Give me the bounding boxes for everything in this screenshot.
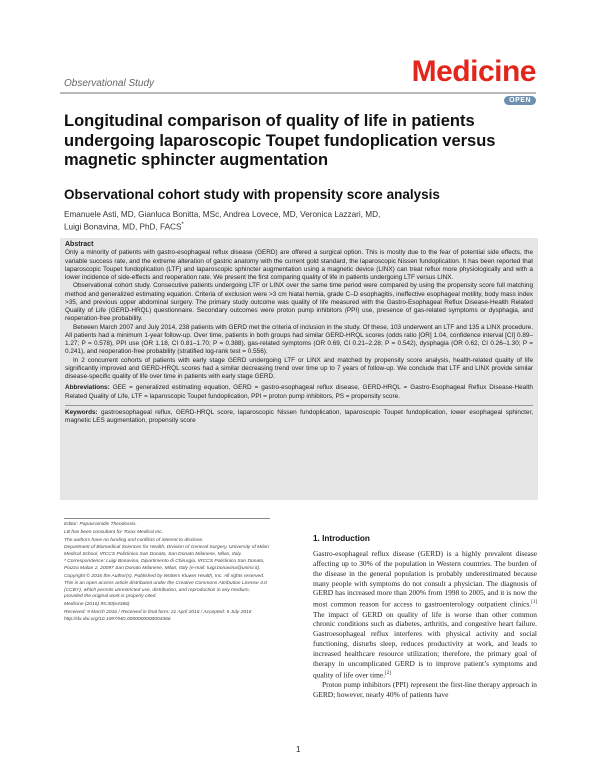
section-rule xyxy=(60,92,536,94)
page-number: 1 xyxy=(296,745,301,754)
abbreviations-label: Abbreviations: xyxy=(65,384,110,392)
article-title: Longitudinal comparison of quality of life in patients undergoing laparoscopic Toupet fundoplication versus magnetic sphincter augmentation xyxy=(64,112,496,169)
authors-line-1: Emanuele Asti, MD, Gianluca Bonitta, MSc, Andrea Lovece, MD, Veronica Lazzari, MD, xyxy=(64,210,381,219)
footnote-doi[interactable]: http://dx.doi.org/10.1097/MD.0000000000004366 xyxy=(64,617,171,623)
keywords-text: gastroesophageal reflux, GERD-HRQL score, laparoscopic Nissen fundoplication, laparoscopic Toupet fundoplication, lower esophageal sphincter, magnetic LES augmentation, propensity score xyxy=(65,408,534,424)
article-subtitle: Observational cohort study with propensity score analysis xyxy=(64,187,440,202)
section-label: Observational Study xyxy=(64,78,155,89)
footnote-copyright: Copyright © 2016 the Author(s). Published by Wolters Kluwer Health, Inc. All rights reserved. xyxy=(64,573,265,579)
introduction-paragraph-1 xyxy=(313,549,537,680)
footnote-funding: The authors have no funding and conflicts of interest to disclose. xyxy=(64,537,204,543)
footnotes-rule xyxy=(64,518,270,519)
abstract-abbreviations xyxy=(65,384,533,401)
keywords-label: Keywords: xyxy=(65,408,98,416)
journal-logo: Medicine xyxy=(411,55,536,88)
abstract-keywords xyxy=(65,405,533,426)
footnote-correspondence: * Correspondence: Luigi Bonavina, Dipartimento di Chirurgia, IRCCS Policlinico San Donato, Piazza Malan 2, 20097 San Donato Milanese, Milan, Italy (e-mail: luigi.bonavina@unimi.it). xyxy=(64,559,265,571)
introduction-heading: 1. Introduction xyxy=(313,534,370,543)
footnote-citation: Medicine (2016) 95:30(e4366) xyxy=(64,601,130,607)
authors-line-2 xyxy=(64,220,534,233)
footnote-editor: Editor: Papavramidis Theodossis. xyxy=(64,522,137,527)
abstract-heading: Abstract xyxy=(65,241,94,248)
open-access-badge: OPEN xyxy=(504,96,536,105)
intro-p1b-text: The impact of GERD on quality of life is worse than other common chronic conditions such as diabetes, arthritis, and congestive heart failure. Gastroesophageal reflux interferes with physical activity and social functioning, disturbs sleep, reduces productivity at work, and leads to increased healthcare resource utilization; therefore, the primary goal of therapy in uncomplicated GERD is to improve patient’s symptoms and quality of life over time. xyxy=(313,609,537,680)
footnote-consultant: LB has been consultant for Torax Medical Inc. xyxy=(64,529,164,535)
abstract-paragraph-3: Between March 2007 and July 2014, 238 patients with GERD met the criteria of inclusion in the study. Of these, 103 underwent an LTF and 135 a LINX procedure. All patients had a minimum 1-year follow-up. Over time, patients in both groups had similar GERD-HRQL scores (odds ratio [OR] 1.04, confidence interval [CI] 0.89–1.27; P = 0.578), PPI use (OR 1.18, CI 0.81–1.70; P = 0.388), gas-related symptoms (OR 0.69, CI 0.21–2.28; P = 0.542), dysphagia (OR 0.62, CI 0.26–1.30; P = 0.241), and reoperation-free probability (stratified log-rank test = 0.556). xyxy=(65,323,533,356)
author-list xyxy=(64,209,534,233)
introduction-paragraph-2: Proton pump inhibitors (PPI) represent the first-line therapy approach in GERD; however, nearly 40% of patients have xyxy=(313,679,537,699)
introduction-body xyxy=(313,549,537,700)
abstract-paragraph-1: Only a minority of patients with gastro-esophageal reflux disease (GERD) are offered a surgical option. This is mostly due to the fear of potential side effects, the variable success rate, and the extreme alteration of gastric anatomy with the current gold standard, the laparoscopic Nissen fundoplication. It has been reported that laparoscopic Toupet fundoplication (LTF) and laparoscopic sphincter augmentation using a magnetic device (LINX) can treat reflux more physiologically and with a lower incidence of side-effects and reoperation rate. We present the first comparing quality of life in patients undergoing LTF versus LINX. xyxy=(65,249,533,281)
footnote-dates: Received: 9 March 2016 / Received in final form: 21 April 2016 / Accepted: 5 July 2016 xyxy=(64,609,252,615)
abstract-paragraph-2: Observational cohort study. Consecutive patients undergoing LTF or LINX over the same time period were compared by using the propensity score full matching method and generalized estimating equation. Criteria of exclusion were >3 cm hiatal hernia, grade C–D esophagitis, ineffective esophageal motility, body mass index >35, and previous upper abdominal surgery. The primary study outcome was quality of life measured with the Gastro-Esophageal Reflux Disease-Health Related Quality of Life (GERD-HRQL) questionnaire. Secondary outcomes were proton pump inhibitors (PPI) use, presence of gas-related symptoms or dysphagia, and reoperation-free probability. xyxy=(65,282,533,323)
corresponding-author-mark: * xyxy=(181,222,184,228)
abstract-paragraph-4: In 2 concurrent cohorts of patients with early stage GERD undergoing LTF or LINX and matched by propensity score analysis, health-related quality of life significantly improved and GERD-HRQL scores had a similar decreasing trend over time up to 7 years of follow-up. We conclude that LTF and LINX provide similar disease-specific quality of life over time in patients with early stage GERD. xyxy=(65,356,533,380)
authors-line-2-text: Luigi Bonavina, MD, PhD, FACS xyxy=(64,222,182,232)
abbreviations-text: GEE = generalized estimating equation, GERD = gastro-esophageal reflux disease, GERD-HRQL = Gastro-Esophageal Reflux Disease-Health Related Quality of Life, LTF = laparoscopic Toupet fundoplication, PPI = proton pump inhibitors, PS = propensity score. xyxy=(65,384,533,400)
footnote-affiliation: Department of Biomedical Sciences for Health, Division of General Surgery, University of Milan Medical School, IRCCS Policlinico San Donato, San Donato Milanese, Milan, Italy. xyxy=(64,545,269,557)
intro-p1-text: Gastro-esophageal reflux disease (GERD) is a highly prevalent disease affecting up to 30% of the population in Western countries. The burden of the disease in the general population is probably underestimated because many people with symptoms do not consult a physician. The diagnosis of GERD has increased more than 200% from 1998 to 2005, and it is now the most common reason for access to gastroenterology outpatient clinics. xyxy=(313,549,537,609)
reference-2-link[interactable]: [2] xyxy=(385,670,391,676)
abstract-box xyxy=(60,238,538,500)
footnotes xyxy=(64,522,270,625)
reference-1-link[interactable]: [1] xyxy=(531,600,537,606)
footnote-license: This is an open access article distributed under the Creative Commons Attribution License 4.0 (CCBY), which permits unrestricted use, distribution, and reproduction in any medium, provided the original work is properly cited. xyxy=(64,581,267,599)
